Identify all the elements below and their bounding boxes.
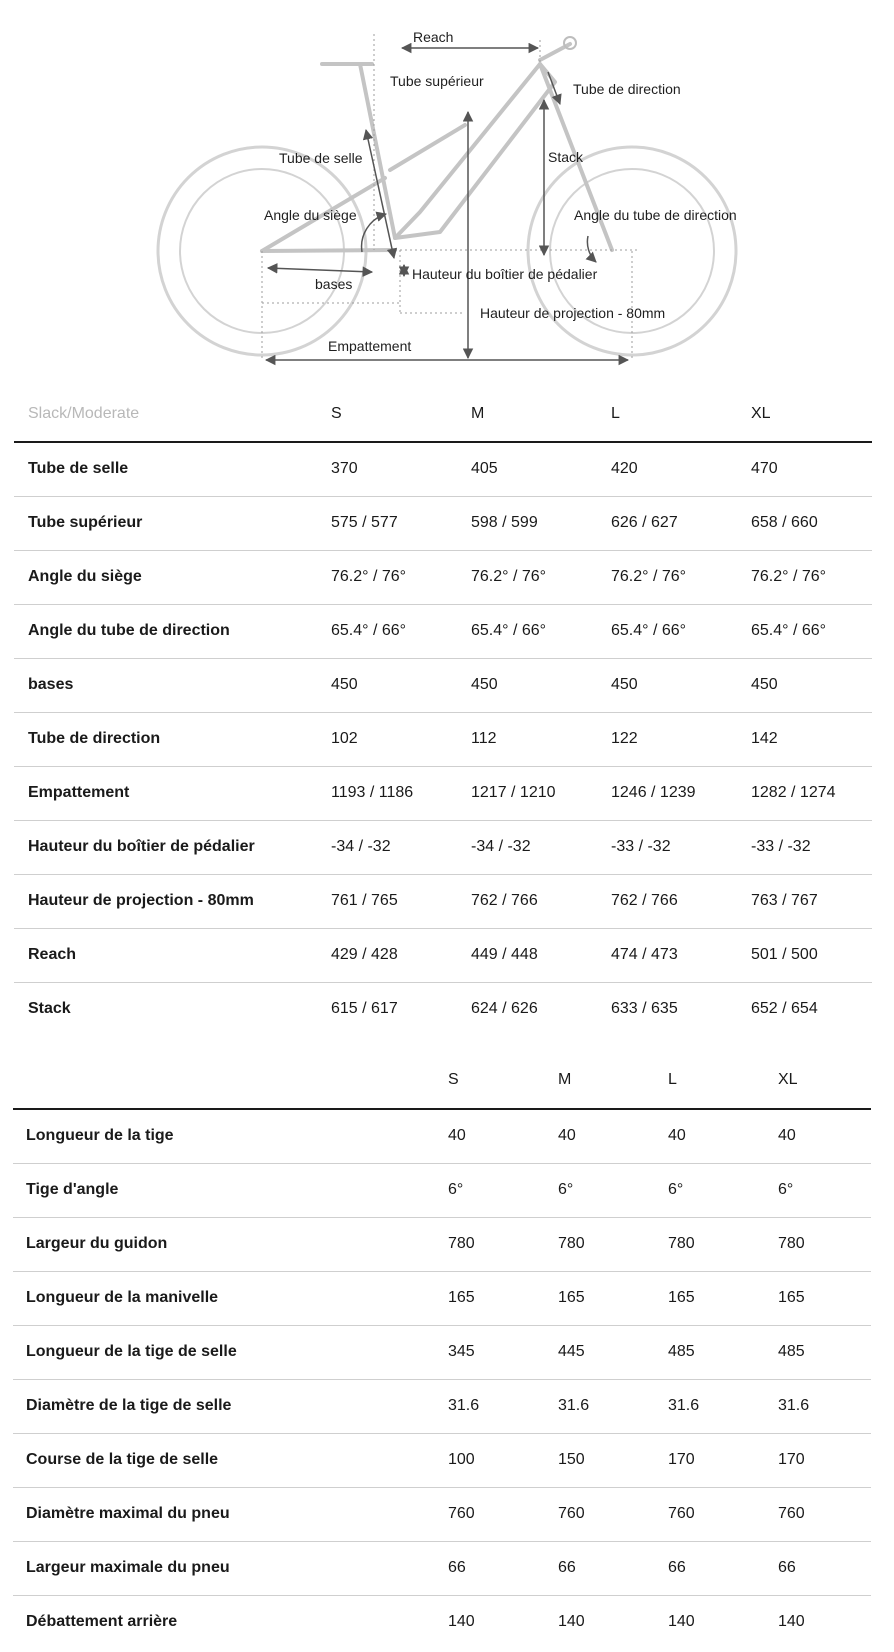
row-label: Tube supérieur	[28, 514, 143, 531]
cell-value: 615 / 617	[331, 1000, 398, 1018]
row-label: Tube de selle	[28, 460, 129, 478]
cell-value: 31.6	[668, 1397, 700, 1414]
size-header: S	[448, 1071, 459, 1088]
cell-value: 100	[448, 1451, 475, 1468]
cell-value: 40	[448, 1127, 466, 1145]
table-row	[13, 1271, 871, 1325]
cell-value: 345	[448, 1343, 475, 1360]
cell-value: 142	[751, 730, 778, 747]
size-header: M	[471, 405, 485, 422]
bike-geometry-illustration	[0, 0, 894, 380]
table-row	[14, 982, 872, 1036]
cell-value: 780	[558, 1235, 585, 1252]
row-label: Diamètre de la tige de selle	[26, 1397, 232, 1414]
cell-value: 626 / 627	[611, 514, 678, 531]
row-label: Longueur de la manivelle	[26, 1289, 219, 1306]
table-row	[13, 1433, 871, 1487]
cell-value: 6°	[778, 1181, 794, 1198]
cell-value: 6°	[558, 1181, 574, 1198]
row-label: Diamètre maximal du pneu	[26, 1505, 230, 1522]
cell-value: 165	[448, 1289, 475, 1306]
cell-value: 501 / 500	[751, 946, 818, 963]
size-header: M	[558, 1071, 572, 1088]
cell-value: 140	[558, 1613, 585, 1631]
cell-value: -33 / -32	[751, 838, 811, 855]
cell-value: 470	[751, 460, 778, 478]
cell-value: 65.4° / 66°	[331, 622, 407, 639]
row-label: Longueur de la tige	[26, 1127, 174, 1145]
cell-value: 445	[558, 1343, 585, 1360]
cell-value: 65.4° / 66°	[611, 622, 687, 639]
table-row	[14, 820, 872, 874]
label-reach: Reach	[413, 29, 454, 45]
size-header: L	[668, 1071, 677, 1088]
cell-value: 658 / 660	[751, 514, 818, 531]
table-row	[14, 604, 872, 658]
label-top-tube: Tube supérieur	[390, 73, 484, 89]
cell-value: 31.6	[558, 1397, 590, 1414]
table-row	[14, 928, 872, 982]
label-seat-tube: Tube de selle	[279, 150, 363, 166]
cell-value: 485	[668, 1343, 695, 1360]
label-wheelbase: Empattement	[328, 338, 412, 354]
cell-value: 760	[448, 1505, 475, 1522]
label-head-angle: Angle du tube de direction	[574, 207, 737, 223]
cell-value: 76.2° / 76°	[331, 568, 407, 585]
cell-value: 66	[668, 1559, 686, 1576]
cell-value: 450	[471, 676, 498, 693]
row-label: Largeur maximale du pneu	[26, 1559, 230, 1576]
cell-value: 76.2° / 76°	[471, 568, 547, 585]
cell-value: 170	[668, 1451, 695, 1468]
row-label: Angle du siège	[28, 568, 142, 585]
cell-value: 652 / 654	[751, 1000, 818, 1018]
cell-value: 150	[558, 1451, 585, 1468]
cell-value: 420	[611, 460, 638, 478]
cell-value: 763 / 767	[751, 892, 818, 909]
cell-value: 165	[778, 1289, 805, 1306]
cell-value: 40	[668, 1127, 686, 1145]
cell-value: 140	[668, 1613, 695, 1631]
table-row	[14, 550, 872, 604]
cell-value: 65.4° / 66°	[751, 622, 827, 639]
row-label: Débattement arrière	[26, 1613, 178, 1631]
cell-value: 66	[558, 1559, 576, 1576]
components-table	[13, 1052, 871, 1649]
table-row	[13, 1487, 871, 1541]
cell-value: 170	[778, 1451, 805, 1468]
row-label: Reach	[28, 946, 77, 963]
table-row	[13, 1217, 871, 1271]
cell-value: 760	[778, 1505, 805, 1522]
cell-value: 76.2° / 76°	[611, 568, 687, 585]
geometry-header-row	[14, 387, 872, 442]
cell-value: 598 / 599	[471, 514, 538, 531]
cell-value: 31.6	[778, 1397, 810, 1414]
cell-value: 474 / 473	[611, 946, 678, 963]
table-row	[14, 658, 872, 712]
row-label: Tube de direction	[28, 730, 161, 747]
row-label: bases	[28, 676, 74, 693]
size-header: L	[611, 405, 620, 422]
cell-value: 762 / 766	[471, 892, 538, 909]
cell-value: 112	[471, 730, 497, 747]
cell-value: 1246 / 1239	[611, 784, 696, 801]
cell-value: 40	[558, 1127, 576, 1145]
cell-value: 762 / 766	[611, 892, 678, 909]
label-chainstays: bases	[315, 276, 353, 292]
cell-value: 165	[668, 1289, 695, 1306]
cell-value: 485	[778, 1343, 805, 1360]
row-label: Empattement	[28, 784, 130, 801]
table-row	[13, 1595, 871, 1649]
components-header-blank	[13, 1052, 435, 1109]
table-row	[13, 1163, 871, 1217]
cell-value: 40	[778, 1127, 796, 1145]
label-head-tube: Tube de direction	[573, 81, 681, 97]
label-seat-angle: Angle du siège	[264, 207, 357, 223]
cell-value: 1217 / 1210	[471, 784, 556, 801]
row-label: Longueur de la tige de selle	[26, 1343, 237, 1360]
cell-value: 66	[448, 1559, 466, 1576]
cell-value: 165	[558, 1289, 585, 1306]
cell-value: 102	[331, 730, 358, 747]
cell-value: 66	[778, 1559, 796, 1576]
cell-value: 122	[611, 730, 638, 747]
table-row	[13, 1379, 871, 1433]
table-row	[13, 1109, 871, 1163]
geometry-table	[14, 387, 872, 1036]
cell-value: -34 / -32	[471, 838, 531, 855]
geometry-subtitle: Slack/Moderate	[28, 405, 140, 422]
table-row	[13, 1541, 871, 1595]
size-header: S	[331, 405, 342, 422]
cell-value: 6°	[668, 1181, 684, 1198]
cell-value: 31.6	[448, 1397, 480, 1414]
cell-value: 575 / 577	[331, 514, 398, 531]
cell-value: 449 / 448	[471, 946, 538, 963]
cell-value: 1282 / 1274	[751, 784, 836, 801]
cell-value: -34 / -32	[331, 838, 391, 855]
components-header-row	[13, 1052, 871, 1109]
table-row	[14, 766, 872, 820]
row-label: Largeur du guidon	[26, 1235, 168, 1252]
cell-value: 450	[611, 676, 638, 693]
cell-value: 780	[448, 1235, 475, 1252]
label-stack: Stack	[548, 149, 584, 165]
row-label: Tige d'angle	[26, 1181, 119, 1198]
cell-value: 370	[331, 460, 358, 478]
cell-value: 1193 / 1186	[331, 784, 414, 801]
cell-value: 761 / 765	[331, 892, 398, 909]
row-label: Hauteur de projection - 80mm	[28, 892, 254, 909]
cell-value: 65.4° / 66°	[471, 622, 547, 639]
cell-value: 76.2° / 76°	[751, 568, 827, 585]
label-standover: Hauteur de projection - 80mm	[480, 305, 666, 321]
cell-value: 429 / 428	[331, 946, 398, 963]
table-row	[14, 442, 872, 496]
geometry-diagram	[0, 0, 894, 380]
size-header: XL	[751, 405, 771, 422]
cell-value: 140	[448, 1613, 475, 1631]
table-row	[13, 1325, 871, 1379]
size-header: XL	[778, 1071, 798, 1088]
cell-value: 140	[778, 1613, 805, 1631]
cell-value: 450	[331, 676, 358, 693]
cell-value: 780	[778, 1235, 805, 1252]
row-label: Stack	[28, 1000, 71, 1018]
row-label: Angle du tube de direction	[28, 622, 230, 639]
table-row	[14, 712, 872, 766]
cell-value: 780	[668, 1235, 695, 1252]
cell-value: -33 / -32	[611, 838, 671, 855]
table-row	[14, 496, 872, 550]
row-label: Hauteur du boîtier de pédalier	[28, 838, 255, 855]
cell-value: 450	[751, 676, 778, 693]
cell-value: 405	[471, 460, 498, 478]
cell-value: 760	[558, 1505, 585, 1522]
table-row	[14, 874, 872, 928]
cell-value: 633 / 635	[611, 1000, 678, 1018]
label-bb-height: Hauteur du boîtier de pédalier	[412, 266, 598, 282]
cell-value: 624 / 626	[471, 1000, 538, 1018]
cell-value: 6°	[448, 1181, 464, 1198]
row-label: Course de la tige de selle	[26, 1451, 219, 1468]
cell-value: 760	[668, 1505, 695, 1522]
